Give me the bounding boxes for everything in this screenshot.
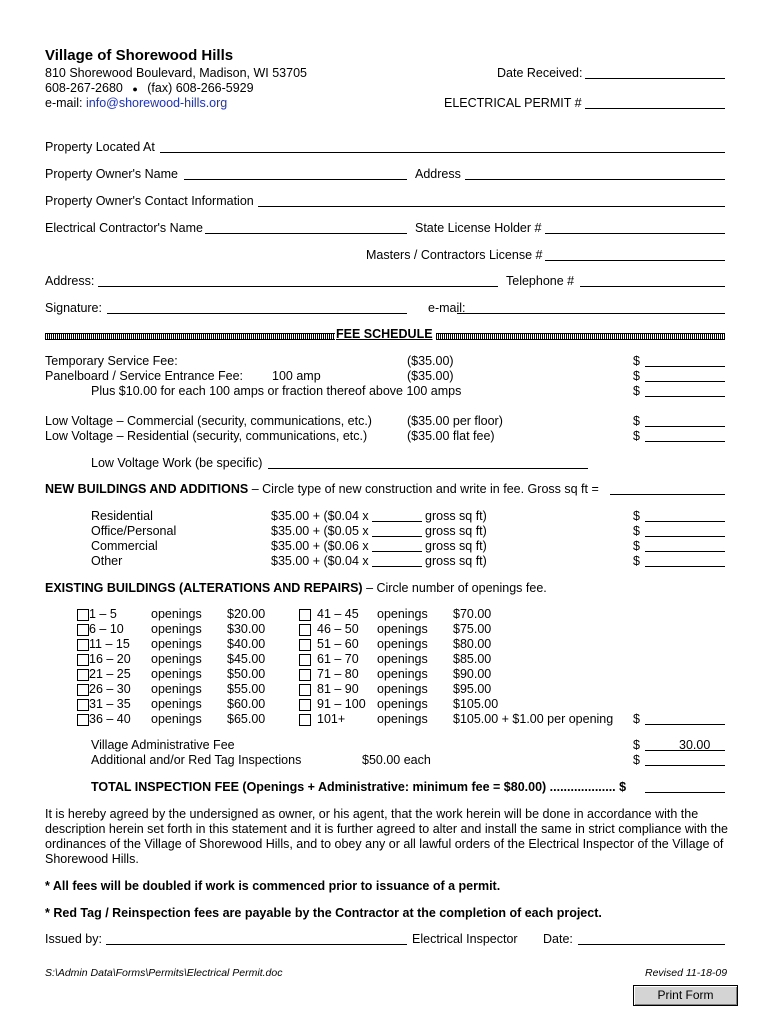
openings-range: 46 – 50	[317, 622, 359, 636]
owner-name-label: Property Owner's Name	[45, 167, 178, 181]
dollar-sign: $	[633, 414, 640, 428]
village-email-line	[45, 96, 227, 111]
contractor-address-field[interactable]	[98, 286, 498, 287]
gross-sq-ft-field[interactable]	[610, 494, 725, 495]
file-path: S:\Admin Data\Forms\Permits\Electrical Permit.doc	[45, 967, 283, 979]
openings-fee: $70.00	[453, 607, 492, 621]
openings-fee: $105.00 + $1.00 per opening	[453, 712, 614, 726]
panelboard-amount-field[interactable]	[645, 381, 725, 382]
lv-specific-label: Low Voltage Work (be specific)	[91, 456, 263, 470]
openings-checkbox[interactable]	[77, 699, 89, 711]
double-fee-note: * All fees will be doubled if work is commenced prior to issuance of a permit.	[45, 879, 501, 893]
owner-address-label: Address	[415, 167, 461, 181]
dollar-sign: $	[633, 354, 640, 368]
lv-residential-fee: ($35.00 flat fee)	[407, 429, 495, 443]
openings-range: 26 – 30	[89, 682, 131, 696]
fee-schedule-heading: FEE SCHEDULE	[336, 327, 433, 341]
openings-range: 81 – 90	[317, 682, 359, 696]
state-license-label: State License Holder #	[415, 221, 542, 235]
openings-word: openings	[377, 667, 428, 681]
temp-service-label: Temporary Service Fee:	[45, 354, 178, 368]
new-building-suffix: gross sq ft)	[425, 554, 487, 568]
village-phone-line	[45, 81, 254, 97]
red-tag-note: * Red Tag / Reinspection fees are payable by the Contractor at the completion of each project.	[45, 906, 602, 920]
lv-residential-amount-field[interactable]	[645, 441, 725, 442]
red-tag-fee: $50.00 each	[362, 753, 431, 767]
agreement-text: ordinances of the Village of Shorewood Hills, and to obey any or all lawful orders of the Electrical Inspector of the Village of	[45, 837, 724, 851]
issue-date-label: Date:	[543, 932, 573, 946]
masters-license-field[interactable]	[545, 260, 725, 261]
lv-residential-label: Low Voltage – Residential (security, communications, etc.)	[45, 429, 368, 443]
openings-fee: $60.00	[227, 697, 266, 711]
contractor-address-label: Address:	[45, 274, 95, 288]
panelboard-amp: 100 amp	[272, 369, 321, 383]
new-building-amount-field[interactable]	[645, 551, 725, 552]
lv-commercial-amount-field[interactable]	[645, 426, 725, 427]
new-buildings-line	[45, 482, 599, 497]
openings-checkbox[interactable]	[299, 714, 311, 726]
new-building-type[interactable]: Commercial	[91, 539, 158, 553]
new-buildings-heading: NEW BUILDINGS AND ADDITIONS	[45, 482, 249, 496]
email-link[interactable]: info@shorewood-hills.org	[86, 96, 228, 110]
openings-word: openings	[151, 682, 202, 696]
red-tag-label: Additional and/or Red Tag Inspections	[91, 753, 302, 767]
openings-fee: $105.00	[453, 697, 499, 711]
openings-word: openings	[151, 622, 202, 636]
contractor-email-label: e-mail:	[428, 301, 466, 315]
new-building-sqft-field[interactable]	[372, 521, 422, 522]
permit-number-field[interactable]	[585, 108, 725, 109]
panelboard-label: Panelboard / Service Entrance Fee:	[45, 369, 244, 383]
email-label: e-mail:	[45, 96, 83, 110]
openings-range: 11 – 15	[89, 637, 130, 651]
divider-left	[45, 333, 335, 340]
new-building-rate: $35.00 + ($0.04 x	[271, 509, 369, 523]
new-building-sqft-field[interactable]	[372, 551, 422, 552]
openings-fee: $65.00	[227, 712, 266, 726]
openings-fee: $50.00	[227, 667, 266, 681]
openings-fee: $90.00	[453, 667, 492, 681]
new-building-sqft-field[interactable]	[372, 566, 422, 567]
openings-range: 16 – 20	[89, 652, 131, 666]
village-fax: (fax) 608-266-5929	[147, 81, 254, 95]
total-fee-field[interactable]	[645, 792, 725, 793]
lv-commercial-label: Low Voltage – Commercial (security, communications, etc.)	[45, 414, 372, 428]
agreement-text: description herein set forth in this statement and it is further agreed to alter and install the same in strict compliance with the	[45, 822, 728, 836]
openings-checkbox[interactable]	[299, 609, 311, 621]
openings-word: openings	[151, 712, 202, 726]
openings-range: 36 – 40	[89, 712, 131, 726]
openings-fee: $20.00	[227, 607, 266, 621]
openings-amount-field[interactable]	[645, 724, 725, 725]
village-phone: 608-267-2680	[45, 81, 123, 95]
revised-date: Revised 11-18-09	[645, 967, 728, 979]
new-building-sqft-field[interactable]	[372, 536, 422, 537]
new-building-amount-field[interactable]	[645, 566, 725, 567]
openings-checkbox[interactable]	[77, 669, 89, 681]
openings-range: 41 – 45	[317, 607, 359, 621]
openings-word: openings	[151, 697, 202, 711]
dollar-sign: $	[633, 738, 640, 752]
openings-word: openings	[377, 712, 428, 726]
existing-buildings-line	[45, 581, 547, 596]
red-tag-amount-field[interactable]	[645, 765, 725, 766]
signature-field[interactable]	[107, 313, 407, 314]
bullet-icon: ●	[132, 84, 138, 94]
dollar-sign: $	[633, 554, 640, 568]
new-building-amount-field[interactable]	[645, 521, 725, 522]
telephone-label: Telephone #	[506, 274, 575, 288]
contractor-name-field[interactable]	[205, 233, 407, 234]
dollar-sign: $	[633, 539, 640, 553]
openings-fee: $80.00	[453, 637, 492, 651]
openings-checkbox[interactable]	[77, 654, 89, 666]
openings-checkbox[interactable]	[299, 624, 311, 636]
openings-range: 51 – 60	[317, 637, 359, 651]
divider-right	[436, 333, 725, 340]
openings-fee: $85.00	[453, 652, 492, 666]
dollar-sign: $	[633, 384, 640, 398]
state-license-field[interactable]	[545, 233, 725, 234]
new-building-type[interactable]: Other	[91, 554, 123, 568]
new-buildings-instruction: – Circle type of new construction and write in fee. Gross sq ft =	[248, 482, 599, 496]
openings-checkbox[interactable]	[77, 609, 89, 621]
openings-checkbox[interactable]	[77, 684, 89, 696]
amp-surcharge-amount-field[interactable]	[645, 396, 725, 397]
date-received-field[interactable]	[585, 78, 725, 79]
openings-range: 6 – 10	[89, 622, 124, 636]
temp-service-fee: ($35.00)	[407, 354, 454, 368]
openings-fee: $30.00	[227, 622, 266, 636]
owner-name-field[interactable]	[184, 179, 407, 180]
dollar-sign: $	[633, 712, 640, 726]
openings-word: openings	[377, 607, 428, 621]
openings-checkbox[interactable]	[77, 624, 89, 636]
openings-checkbox[interactable]	[77, 714, 89, 726]
openings-checkbox[interactable]	[299, 639, 311, 651]
new-building-suffix: gross sq ft)	[425, 509, 487, 523]
panelboard-fee: ($35.00)	[407, 369, 454, 383]
agreement-text: It is hereby agreed by the undersigned as owner, or his agent, that the work herein will be done in accordance with the	[45, 807, 699, 821]
issue-date-field[interactable]	[578, 944, 725, 945]
openings-range: 91 – 100	[317, 697, 366, 711]
openings-range: 61 – 70	[317, 652, 359, 666]
openings-fee: $75.00	[453, 622, 492, 636]
amp-surcharge-note: Plus $10.00 for each 100 amps or fraction thereof above 100 amps	[91, 384, 462, 398]
admin-fee-value: 30.00	[679, 738, 711, 752]
openings-word: openings	[377, 652, 428, 666]
signature-label: Signature:	[45, 301, 102, 315]
new-building-suffix: gross sq ft)	[425, 524, 487, 538]
openings-fee: $95.00	[453, 682, 492, 696]
new-building-type[interactable]: Residential	[91, 509, 153, 523]
openings-word: openings	[151, 652, 202, 666]
new-building-rate: $35.00 + ($0.04 x	[271, 554, 369, 568]
lv-specific-field[interactable]	[268, 468, 588, 469]
openings-range: 21 – 25	[89, 667, 131, 681]
openings-range: 71 – 80	[317, 667, 359, 681]
temp-service-amount-field[interactable]	[645, 366, 725, 367]
openings-word: openings	[151, 637, 202, 651]
admin-fee-label: Village Administrative Fee	[91, 738, 235, 752]
lv-commercial-fee: ($35.00 per floor)	[407, 414, 503, 428]
contractor-email-field[interactable]	[457, 313, 725, 314]
new-building-rate: $35.00 + ($0.06 x	[271, 539, 369, 553]
openings-range: 1 – 5	[89, 607, 117, 621]
inspector-label: Electrical Inspector	[412, 932, 518, 946]
property-located-label: Property Located At	[45, 140, 155, 154]
openings-range: 31 – 35	[89, 697, 131, 711]
new-building-suffix: gross sq ft)	[425, 539, 487, 553]
openings-checkbox[interactable]	[299, 684, 311, 696]
dollar-sign: $	[633, 429, 640, 443]
openings-fee: $40.00	[227, 637, 266, 651]
openings-range: 101+	[317, 712, 346, 726]
issued-by-label: Issued by:	[45, 932, 102, 946]
dollar-sign: $	[633, 753, 640, 767]
date-received-label: Date Received:	[497, 66, 583, 80]
openings-word: openings	[377, 622, 428, 636]
openings-word: openings	[377, 637, 428, 651]
openings-fee: $55.00	[227, 682, 266, 696]
new-building-amount-field[interactable]	[645, 536, 725, 537]
openings-word: openings	[377, 682, 428, 696]
village-address: 810 Shorewood Boulevard, Madison, WI 53705	[45, 66, 307, 80]
telephone-field[interactable]	[580, 286, 725, 287]
openings-word: openings	[151, 667, 202, 681]
new-building-type[interactable]: Office/Personal	[91, 524, 177, 538]
openings-fee: $45.00	[227, 652, 266, 666]
openings-checkbox[interactable]	[299, 699, 311, 711]
print-form-button[interactable]: Print Form	[633, 985, 738, 1006]
owner-contact-label: Property Owner's Contact Information	[45, 194, 254, 208]
owner-address-field[interactable]	[465, 179, 725, 180]
agreement-text: Shorewood Hills.	[45, 852, 139, 866]
dollar-sign: $	[633, 524, 640, 538]
dollar-sign: $	[633, 509, 640, 523]
masters-license-label: Masters / Contractors License #	[366, 248, 543, 262]
openings-checkbox[interactable]	[299, 669, 311, 681]
contractor-name-label: Electrical Contractor's Name	[45, 221, 203, 235]
existing-buildings-instruction: – Circle number of openings fee.	[362, 581, 547, 595]
issued-by-field[interactable]	[106, 944, 407, 945]
total-fee-label: TOTAL INSPECTION FEE (Openings + Administrative: minimum fee = $80.00) ................... $	[91, 780, 627, 794]
openings-word: openings	[151, 607, 202, 621]
new-building-rate: $35.00 + ($0.05 x	[271, 524, 369, 538]
owner-contact-field[interactable]	[258, 206, 725, 207]
page-title: Village of Shorewood Hills	[45, 47, 234, 64]
openings-checkbox[interactable]	[299, 654, 311, 666]
property-located-field[interactable]	[160, 152, 725, 153]
permit-number-label: ELECTRICAL PERMIT #	[444, 96, 582, 110]
openings-word: openings	[377, 697, 428, 711]
dollar-sign: $	[633, 369, 640, 383]
openings-checkbox[interactable]	[77, 639, 89, 651]
existing-buildings-heading: EXISTING BUILDINGS (ALTERATIONS AND REPAIRS)	[45, 581, 363, 595]
